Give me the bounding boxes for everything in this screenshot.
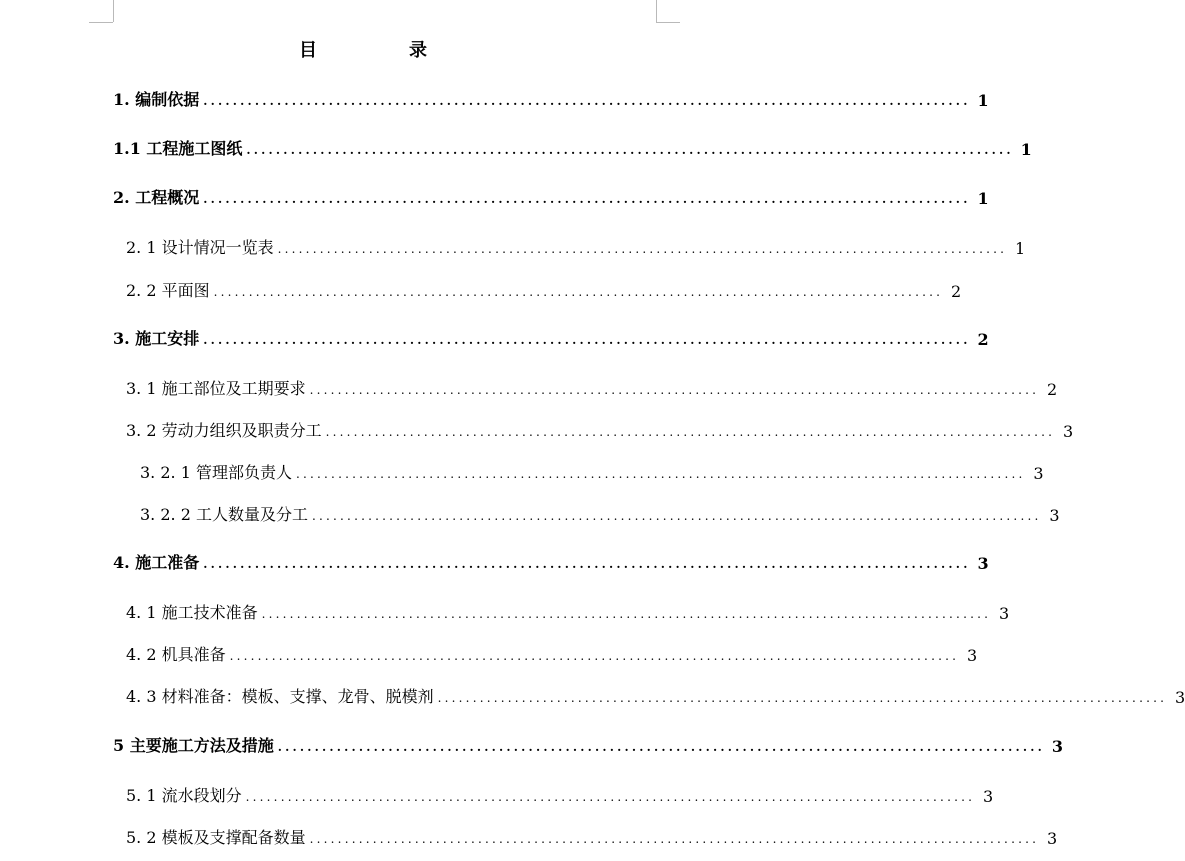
crop-mark-left-vertical [113, 0, 114, 22]
toc-entry[interactable] [0, 547, 989, 573]
toc-leader-dots: ........................................................................................................ [311, 509, 1042, 523]
toc-entry[interactable] [0, 415, 1074, 441]
toc-leader-dots: ........................................................................................................ [309, 832, 1040, 846]
toc-entry-page: 3 [1062, 422, 1074, 441]
toc-entry-page: 3 [998, 604, 1010, 623]
toc-entry-page: 3 [966, 646, 978, 665]
toc-leader-dots: ........................................................................................................ [309, 383, 1040, 397]
toc-leader-dots: ........................................................................................................ [277, 242, 1008, 256]
toc-entry-text: 1.1 工程施工图纸 [113, 139, 243, 158]
toc-entry-text: 5 主要施工方法及措施 [113, 736, 274, 755]
toc-leader-dots: ........................................................................................................ [437, 691, 1168, 705]
toc-entry[interactable] [0, 84, 989, 110]
toc-leader-dots: ........................................................................................................ [203, 557, 971, 571]
toc-entry-page: 3 [1046, 829, 1058, 848]
toc-entry-page: 2 [977, 330, 989, 349]
toc-entry[interactable] [0, 730, 1064, 756]
toc-leader-dots: ........................................................................................................ [245, 790, 976, 804]
toc-entry-page: 3 [1174, 688, 1185, 707]
toc-leader-dots: ........................................................................................................ [295, 467, 1026, 481]
toc-entry-text: 2. 1 设计情况一览表 [126, 238, 274, 257]
toc-entry-text: 5. 2 模板及支撑配备数量 [126, 828, 306, 847]
toc-entry-text: 2. 2 平面图 [126, 281, 210, 300]
crop-mark-right-vertical [656, 0, 657, 22]
toc-entry[interactable] [0, 822, 1058, 848]
toc-entry[interactable] [0, 323, 989, 349]
toc-entry-text: 3. 2. 2 工人数量及分工 [140, 505, 308, 524]
toc-title-left: 目 [299, 40, 317, 61]
toc-entry-text: 5. 1 流水段划分 [126, 786, 242, 805]
toc-entry-text: 3. 2 劳动力组织及职责分工 [126, 421, 322, 440]
toc-entry-page: 1 [1020, 140, 1032, 159]
toc-entry-text: 3. 施工安排 [113, 329, 200, 348]
toc-entry[interactable] [0, 232, 1026, 258]
toc-leader-dots: ........................................................................................................ [261, 607, 992, 621]
toc-entry-page: 2 [950, 282, 962, 301]
toc-entry-page: 3 [1049, 506, 1060, 525]
toc-leader-dots: ........................................................................................................ [203, 192, 971, 206]
toc-entry-page: 3 [977, 554, 989, 573]
toc-entry[interactable] [0, 780, 994, 806]
toc-leader-dots: ........................................................................................................ [325, 425, 1056, 439]
toc-entry-page: 2 [1046, 380, 1058, 399]
toc-entry-page: 1 [1014, 239, 1026, 258]
toc-entry[interactable] [0, 457, 1044, 483]
toc-leader-dots: ........................................................................................................ [203, 94, 971, 108]
toc-entry-page: 3 [1033, 464, 1044, 483]
toc-entry-text: 1. 编制依据 [113, 90, 200, 109]
toc-entry[interactable] [0, 597, 1010, 623]
toc-entry-text: 3. 1 施工部位及工期要求 [126, 379, 306, 398]
toc-entry-page: 3 [1051, 737, 1064, 756]
crop-mark-left-horizontal [89, 22, 113, 23]
toc-entry-page: 3 [982, 787, 994, 806]
toc-entry-text: 4. 施工准备 [113, 553, 200, 572]
toc-entry-text: 2. 工程概况 [113, 188, 200, 207]
toc-entry[interactable] [0, 182, 989, 208]
toc-entry[interactable] [0, 499, 1060, 525]
toc-entry[interactable] [0, 275, 962, 301]
crop-mark-right-horizontal [656, 22, 680, 23]
toc-leader-dots: ........................................................................................................ [213, 285, 944, 299]
toc-leader-dots: ........................................................................................................ [277, 740, 1046, 754]
toc-entry-text: 4. 3 材料准备：模板、支撑、龙骨、脱模剂 [126, 687, 434, 706]
toc-entry[interactable] [0, 639, 978, 665]
toc-entry-text: 4. 1 施工技术准备 [126, 603, 258, 622]
toc-entry[interactable] [0, 133, 1032, 159]
toc-entry-page: 1 [977, 91, 989, 110]
toc-title-right: 录 [409, 40, 427, 61]
toc-entry-text: 3. 2. 1 管理部负责人 [140, 463, 292, 482]
toc-entry[interactable] [0, 373, 1058, 399]
toc-leader-dots: ........................................................................................................ [203, 333, 971, 347]
toc-entry[interactable] [0, 681, 1185, 707]
toc-entry-page: 1 [977, 189, 989, 208]
toc-title [0, 36, 726, 62]
toc-leader-dots: ........................................................................................................ [246, 143, 1014, 157]
toc-entry-text: 4. 2 机具准备 [126, 645, 226, 664]
toc-leader-dots: ........................................................................................................ [229, 649, 960, 663]
